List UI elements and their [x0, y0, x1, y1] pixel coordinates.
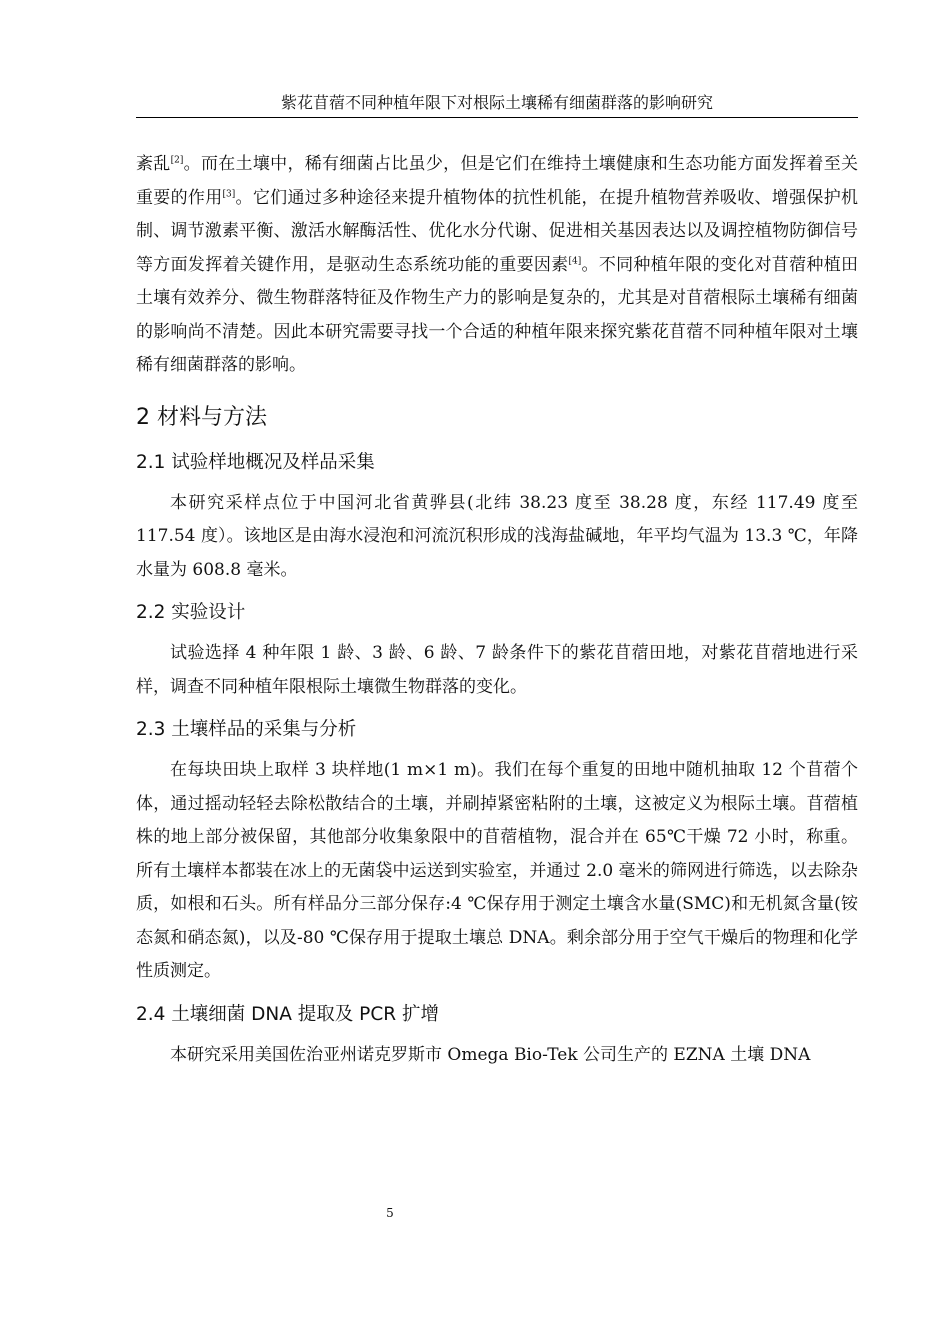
paragraph-2-2: 试验选择 4 种年限 1 龄、3 龄、6 龄、7 龄条件下的紫花苜蓿田地，对紫花苜蓿地进行采样，调查不同种植年限根际土壤微生物群落的变化。 — [136, 643, 858, 697]
page-number: 5 — [386, 1206, 394, 1220]
citation-2[interactable]: [2] — [170, 155, 184, 166]
citation-4[interactable]: [4] — [568, 255, 582, 266]
paragraph-2-1: 本研究采样点位于中国河北省黄骅县(北纬 38.23 度至 38.28 度，东经 117.49 度至 117.54 度）。该地区是由海水浸泡和河流沉积形成的浅海盐碱地，年平均气温为 13.3 ℃，年降水量为 608.8 毫米。 — [136, 492, 858, 580]
paragraph-2-4: 本研究采用美国佐治亚州诺克罗斯市 Omega Bio-Tek 公司生产的 EZNA 土壤 DNA — [170, 1044, 811, 1065]
paragraph-2-3: 在每块田块上取样 3 块样地(1 m×1 m)。我们在每个重复的田地中随机抽取 12 个苜蓿个体，通过摇动轻轻去除松散结合的土壤，并刷掉紧密粘附的土壤，这被定义为根际土壤。苜蓿植株的地上部分被保留，其他部分收集象限中的苜蓿植物，混合并在 65℃干燥 72 小时，称重。所有土壤样本都装在冰上的无菌袋中运送到实验室，并通过 2.0 毫米的筛网进行筛选，以去除杂质，如根和石头。所有样品分三部分保存:4 ℃保存用于测定土壤含水量(SMC)和无机氮含量(铵态氮和硝态氮)，以及-80 ℃保存用于提取土壤总 DNA。剩余部分用于空气干燥后的物理和化学性质测定。 — [136, 760, 858, 981]
subsection-heading-2-4: 2.4 土壤细菌 DNA 提取及 PCR 扩增 — [136, 1003, 439, 1025]
intro-text-c: 。它们通过多种途径来提升植物体的抗性机能，在提升植物营养吸收、增强保护机制、调节激素平衡、激活水解酶活性、优化水分代谢、促进相关基因表达以及调控植物防御信号等方面发挥着关键作用，是驱动生态系统功能的重要因素 — [136, 187, 859, 275]
page-body — [136, 148, 858, 1072]
citation-3[interactable]: [3] — [222, 188, 236, 199]
intro-text-d: 。不同种植年限的变化对苜蓿种植田土壤有效养分、微生物群落特征及作物生产力的影响是复杂的，尤其是对苜蓿根际土壤稀有细菌的影响尚不清楚。因此本研究需要寻找一个合适的种植年限来探究紫花苜蓿不同种植年限对土壤稀有细菌群落的影响。 — [136, 254, 858, 375]
subsection-heading-2-3: 2.3 土壤样品的采集与分析 — [136, 719, 357, 740]
subsection-heading-2-1: 2.1 试验样地概况及样品采集 — [136, 451, 375, 473]
intro-paragraph — [136, 148, 858, 383]
subsection-heading-2-2: 2.2 实验设计 — [136, 602, 246, 623]
section-heading-2: 2 材料与方法 — [136, 404, 267, 430]
intro-text-a: 紊乱 — [136, 154, 171, 174]
intro-text-b: 。而在土壤中，稀有细菌占比虽少，但是它们在维持土壤健康和生态功能方面发挥着至关重要的作用 — [136, 154, 859, 208]
running-header: 紫花苜蓿不同种植年限下对根际土壤稀有细菌群落的影响研究 — [136, 92, 858, 118]
